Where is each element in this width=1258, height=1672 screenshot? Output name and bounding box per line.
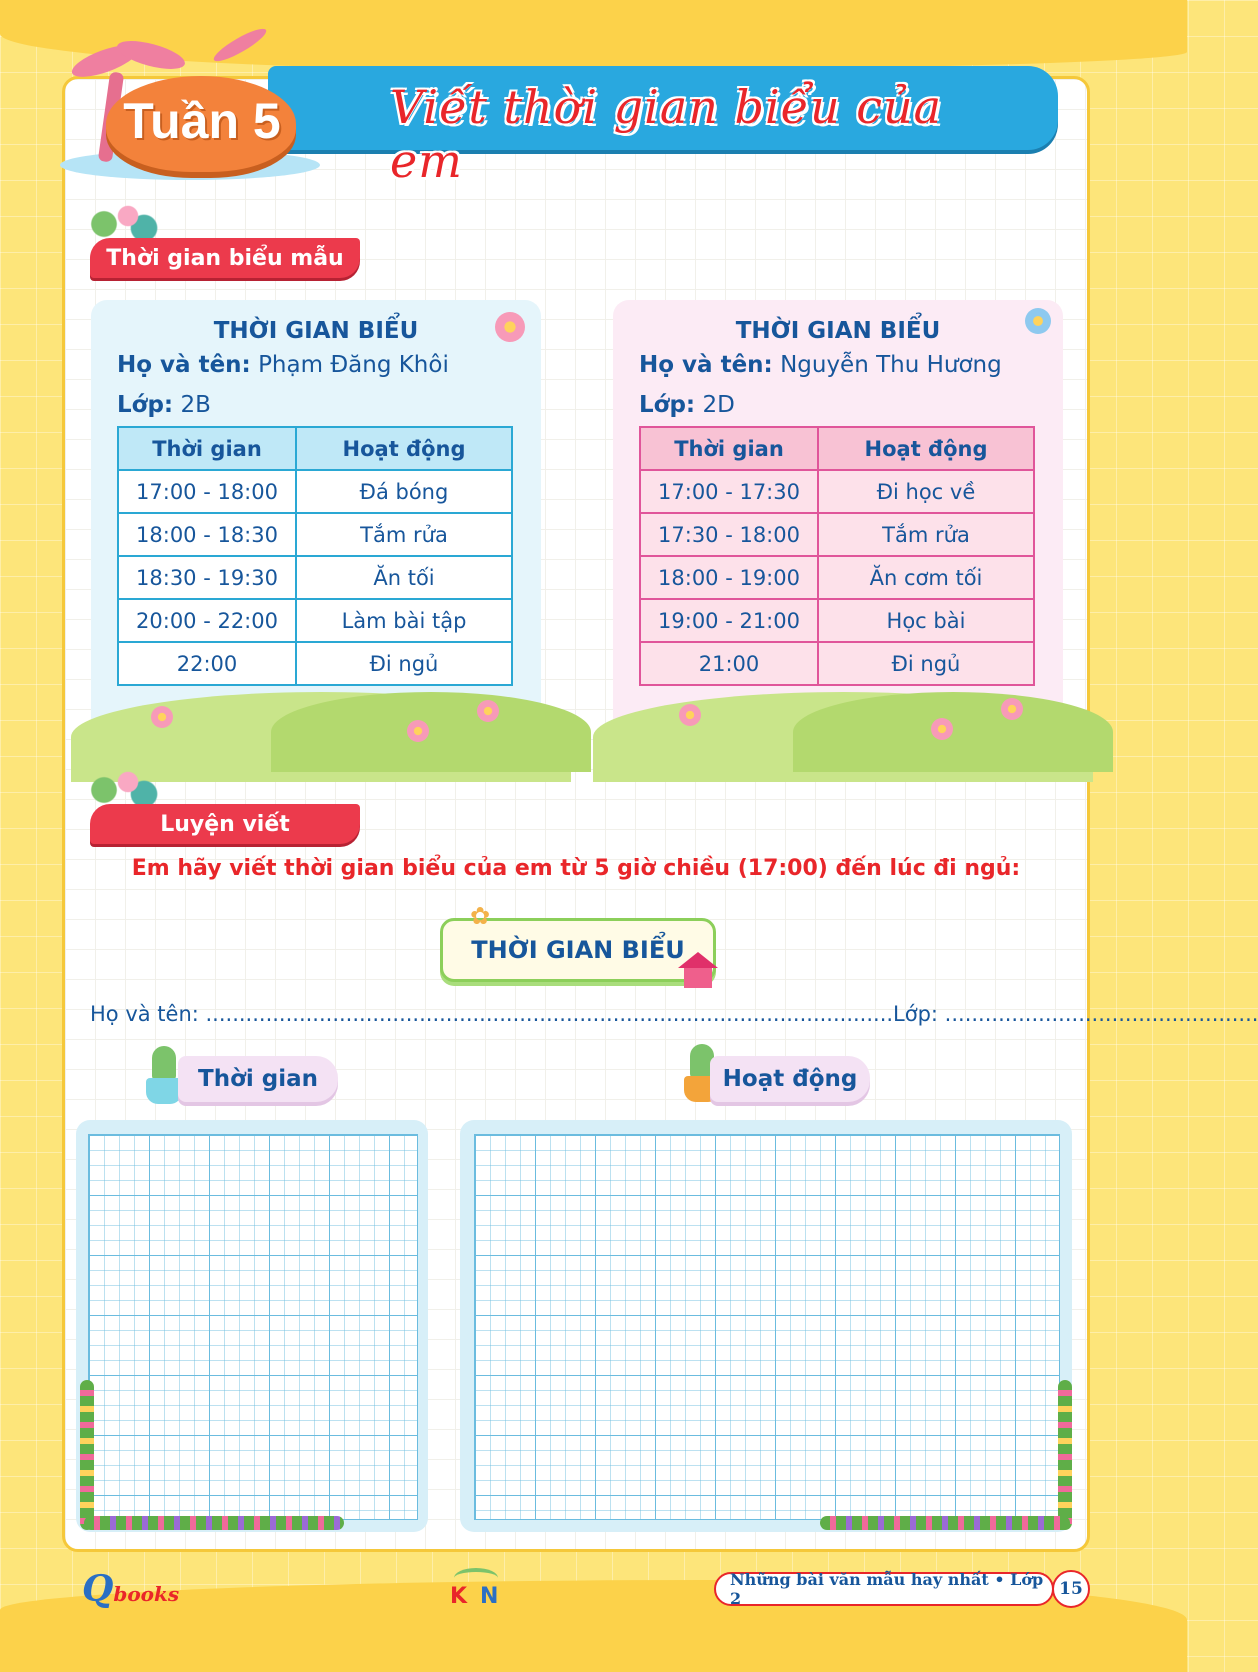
- table-row: [640, 599, 1034, 642]
- schedule-table: [639, 426, 1035, 686]
- card-name-label: Họ và tên:: [117, 352, 251, 378]
- schedule-title-label: THỜI GIAN BIỂU: [471, 936, 685, 964]
- card-class-line: [117, 392, 211, 418]
- table-header-row: [640, 427, 1034, 470]
- butterfly-icon: ✿: [470, 902, 491, 930]
- section-tag-sample: [90, 238, 360, 278]
- time-cell: 20:00 - 22:00: [118, 599, 296, 642]
- page-number: [1052, 1570, 1090, 1608]
- table-row: [640, 642, 1034, 685]
- activity-cell: Ăn tối: [296, 556, 512, 599]
- activity-cell: Đi ngủ: [296, 642, 512, 685]
- card-class-value: 2D: [702, 392, 735, 418]
- card-name-label: Họ và tên:: [639, 352, 773, 378]
- table-header-row: [118, 427, 512, 470]
- publisher-logo-rest: books: [113, 1582, 180, 1606]
- activity-cell: Làm bài tập: [296, 599, 512, 642]
- schedule-table: [117, 426, 513, 686]
- activity-cell: Đi học về: [818, 470, 1034, 513]
- time-cell: 17:00 - 17:30: [640, 470, 818, 513]
- column-tag-activity-label: Hoạt động: [722, 1066, 858, 1092]
- kn-logo-k: K: [450, 1584, 468, 1609]
- kn-logo: [446, 1566, 506, 1612]
- house-icon: [678, 952, 718, 988]
- card-title: THỜI GIAN BIỂU: [735, 318, 941, 344]
- flower-icon: [477, 700, 499, 722]
- page-number-value: 15: [1059, 1579, 1083, 1599]
- card-title: THỜI GIAN BIỂU: [213, 318, 419, 344]
- card-class-label: Lớp:: [117, 392, 174, 418]
- hill-decoration: [793, 692, 1113, 772]
- column-tag-activity: [710, 1056, 870, 1102]
- table-row: [640, 556, 1034, 599]
- leaf-decoration-icon: [80, 200, 160, 240]
- activity-cell: Tắm rửa: [818, 513, 1034, 556]
- book-title: Những bài văn mẫu hay nhất • Lớp 2: [730, 1570, 1044, 1608]
- flower-vine-decoration: [1058, 1380, 1072, 1530]
- hill-decoration: [271, 692, 591, 772]
- card-name-value: Nguyễn Thu Hương: [780, 352, 1002, 378]
- flower-icon: [679, 704, 701, 726]
- section-tag-sample-label: Thời gian biểu mẫu: [106, 245, 344, 271]
- column-header-activity: Hoạt động: [818, 427, 1034, 470]
- publisher-logo: [82, 1568, 179, 1610]
- flower-vine-decoration: [84, 1516, 344, 1530]
- column-tag-time: [178, 1056, 338, 1102]
- flower-icon: [407, 720, 429, 742]
- time-cell: 19:00 - 21:00: [640, 599, 818, 642]
- activity-cell: Học bài: [818, 599, 1034, 642]
- flower-icon: [931, 718, 953, 740]
- time-cell: 22:00: [118, 642, 296, 685]
- activity-cell: Tắm rửa: [296, 513, 512, 556]
- table-row: [118, 556, 512, 599]
- section-tag-practice-label: Luyện viết: [160, 811, 290, 837]
- flower-icon: [1001, 698, 1023, 720]
- activity-cell: Đá bóng: [296, 470, 512, 513]
- house-body: [684, 968, 712, 988]
- activity-cell: Ăn cơm tối: [818, 556, 1034, 599]
- table-row: [640, 513, 1034, 556]
- activity-cell: Đi ngủ: [818, 642, 1034, 685]
- time-cell: 18:00 - 19:00: [640, 556, 818, 599]
- cactus-pot: [146, 1078, 182, 1104]
- table-row: [118, 513, 512, 556]
- week-label: Tuần 5: [123, 93, 281, 149]
- activity-writing-grid[interactable]: [474, 1134, 1060, 1520]
- card-class-label: Lớp:: [639, 392, 696, 418]
- kn-logo-n: N: [480, 1584, 499, 1609]
- flower-vine-decoration: [820, 1516, 1070, 1530]
- card-name-line: [639, 352, 1002, 378]
- card-class-line: [639, 392, 735, 418]
- name-class-fill-line[interactable]: Họ và tên: .......................................................................................................Lớp: ...............................................: [90, 1002, 1258, 1026]
- time-cell: 18:30 - 19:30: [118, 556, 296, 599]
- time-cell: 21:00: [640, 642, 818, 685]
- card-name-value: Phạm Đăng Khôi: [258, 352, 449, 378]
- book-title-pill: [714, 1572, 1054, 1606]
- column-header-activity: Hoạt động: [296, 427, 512, 470]
- column-header-time: Thời gian: [640, 427, 818, 470]
- time-cell: 17:30 - 18:00: [640, 513, 818, 556]
- time-cell: 18:00 - 18:30: [118, 513, 296, 556]
- week-badge: [100, 56, 300, 186]
- cactus-body: [152, 1046, 176, 1080]
- house-roof: [678, 952, 718, 968]
- flower-icon: [151, 706, 173, 728]
- table-row: [118, 470, 512, 513]
- flower-vine-decoration: [80, 1380, 94, 1530]
- instruction-text: Em hãy viết thời gian biểu của em từ 5 giờ chiều (17:00) đến lúc đi ngủ:: [131, 856, 1021, 881]
- sample-card-khoi: [91, 300, 541, 752]
- column-header-time: Thời gian: [118, 427, 296, 470]
- column-tag-time-label: Thời gian: [198, 1066, 318, 1092]
- page-title: Viết thời gian biểu của em: [390, 80, 943, 188]
- publisher-logo-q: Q: [82, 1568, 114, 1610]
- table-row: [118, 642, 512, 685]
- table-row: [118, 599, 512, 642]
- sample-card-huong: [613, 300, 1063, 752]
- section-tag-practice: [90, 804, 360, 844]
- card-name-line: [117, 352, 449, 378]
- card-class-value: 2B: [180, 392, 211, 418]
- table-row: [640, 470, 1034, 513]
- leaf-decoration-icon: [80, 766, 160, 806]
- time-cell: 17:00 - 18:00: [118, 470, 296, 513]
- time-writing-grid[interactable]: [88, 1134, 418, 1520]
